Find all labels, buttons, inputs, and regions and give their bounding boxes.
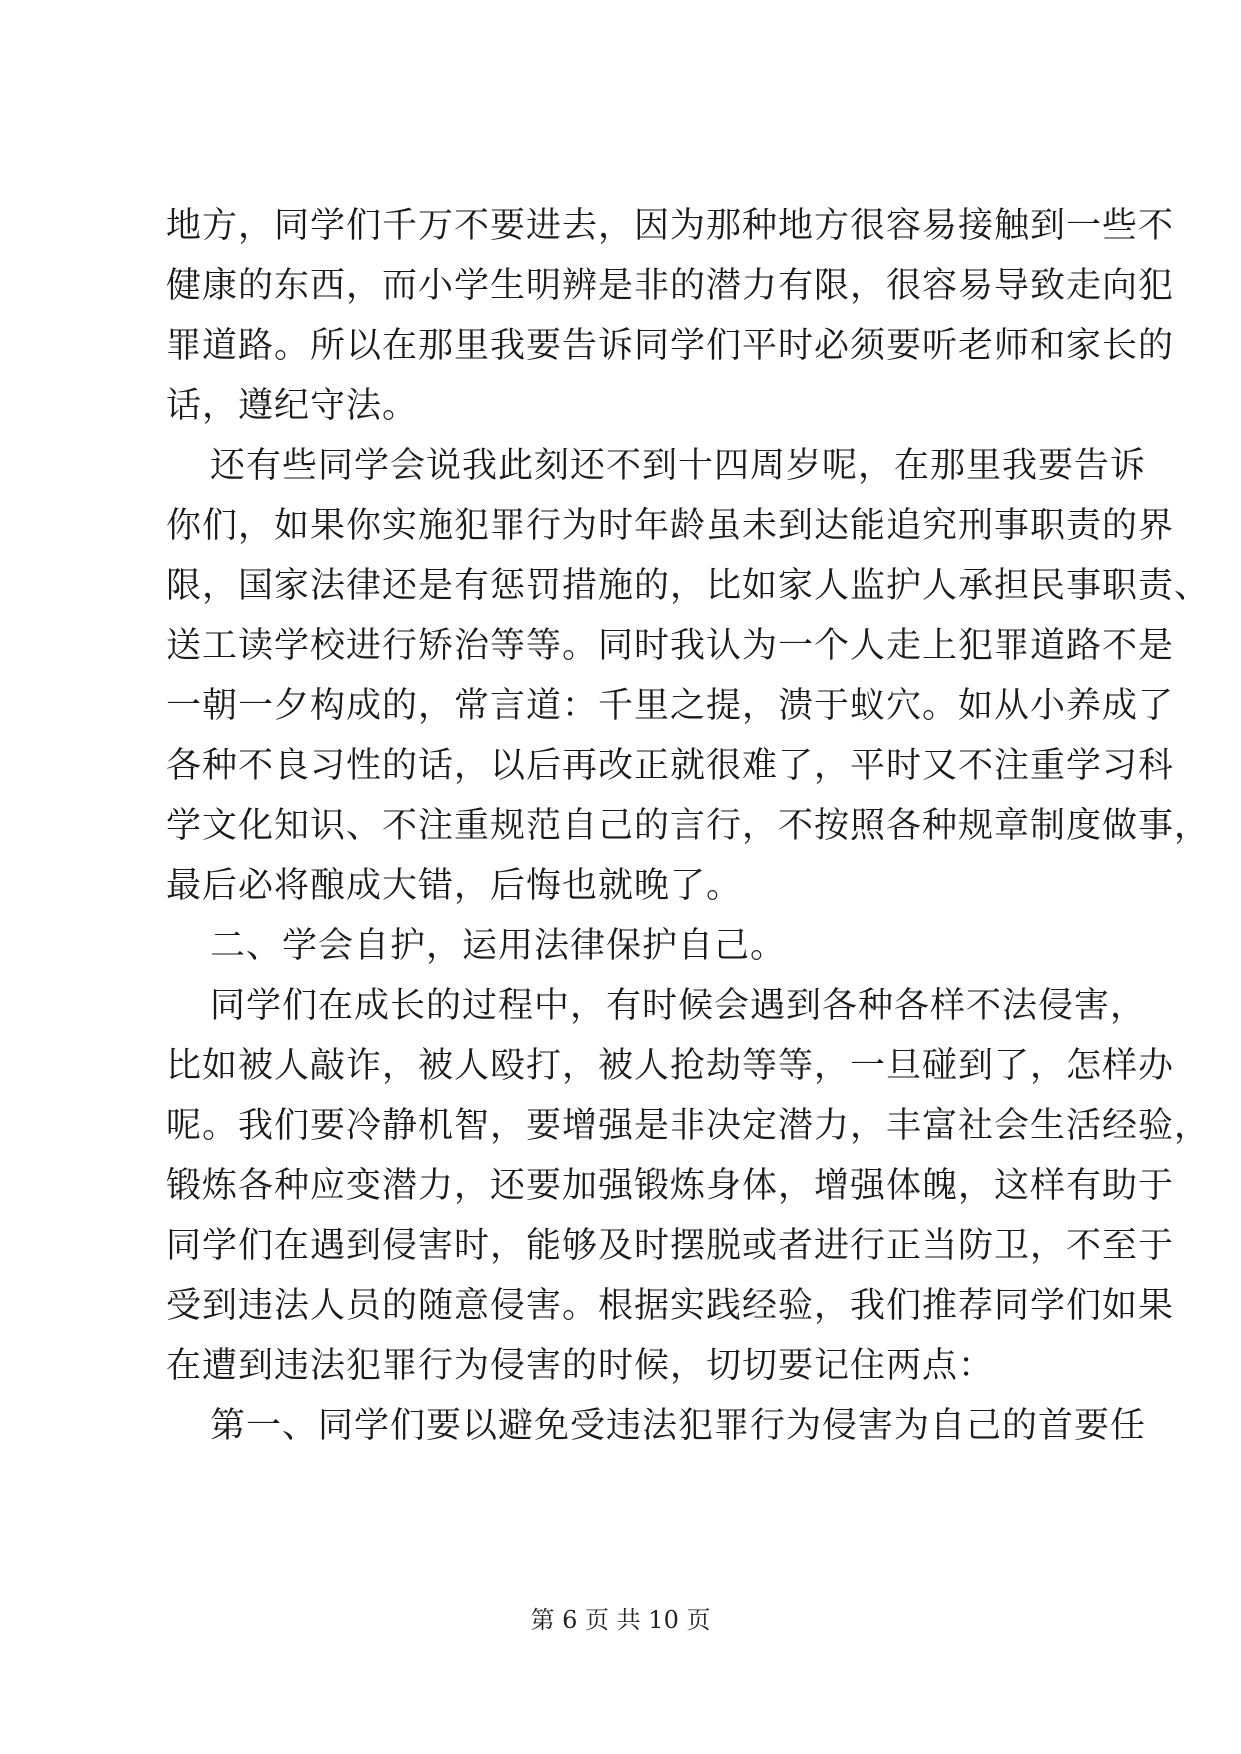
text-line: 受到违法人员的随意侵害。根据实践经验，我们推荐同学们如果 [166,1286,1175,1326]
text-line: 送工读学校进行矫治等等。同时我认为一个人走上犯罪道路不是 [166,626,1175,666]
text-line: 最后必将酿成大错，后悔也就晚了。 [166,866,743,906]
text-line: 罪道路。所以在那里我要告诉同学们平时必须要听老师和家长的 [166,326,1175,366]
text-line: 话，遵纪守法。 [166,386,419,426]
text-line: 健康的东西，而小学生明辨是非的潜力有限，很容易导致走向犯 [166,266,1175,306]
text-line: 一朝一夕构成的，常言道：千里之提，溃于蚁穴。如从小养成了 [166,686,1175,726]
section-heading: 二、学会自护，运用法律保护自己。 [210,926,787,966]
text-line: 限，国家法律还是有惩罚措施的，比如家人监护人承担民事职责、 [166,566,1211,606]
page-number-footer: 第 6 页 共 10 页 [530,1606,711,1634]
text-line: 在遭到违法犯罪行为侵害的时候，切切要记住两点： [166,1346,995,1386]
paragraph-first-line: 同学们在成长的过程中，有时候会遇到各种各样不法侵害， [210,986,1147,1026]
text-line: 同学们在遇到侵害时，能够及时摆脱或者进行正当防卫，不至于 [166,1226,1175,1266]
paragraph-first-line: 还有些同学会说我此刻还不到十四周岁呢，在那里我要告诉 [210,446,1147,486]
text-line: 锻炼各种应变潜力，还要加强锻炼身体，增强体魄，这样有助于 [166,1166,1175,1206]
paragraph-first-line: 第一、同学们要以避免受违法犯罪行为侵害为自己的首要任 [210,1406,1147,1446]
text-line: 你们，如果你实施犯罪行为时年龄虽未到达能追究刑事职责的界 [166,506,1175,546]
text-line: 比如被人敲诈，被人殴打，被人抢劫等等，一旦碰到了，怎样办 [166,1046,1175,1086]
text-line: 各种不良习性的话，以后再改正就很难了，平时又不注重学习科 [166,746,1175,786]
text-line: 学文化知识、不注重规范自己的言行，不按照各种规章制度做事， [166,806,1211,846]
text-line: 地方，同学们千万不要进去，因为那种地方很容易接触到一些不 [166,206,1175,246]
text-line: 呢。我们要冷静机智，要增强是非决定潜力，丰富社会生活经验， [166,1106,1211,1146]
